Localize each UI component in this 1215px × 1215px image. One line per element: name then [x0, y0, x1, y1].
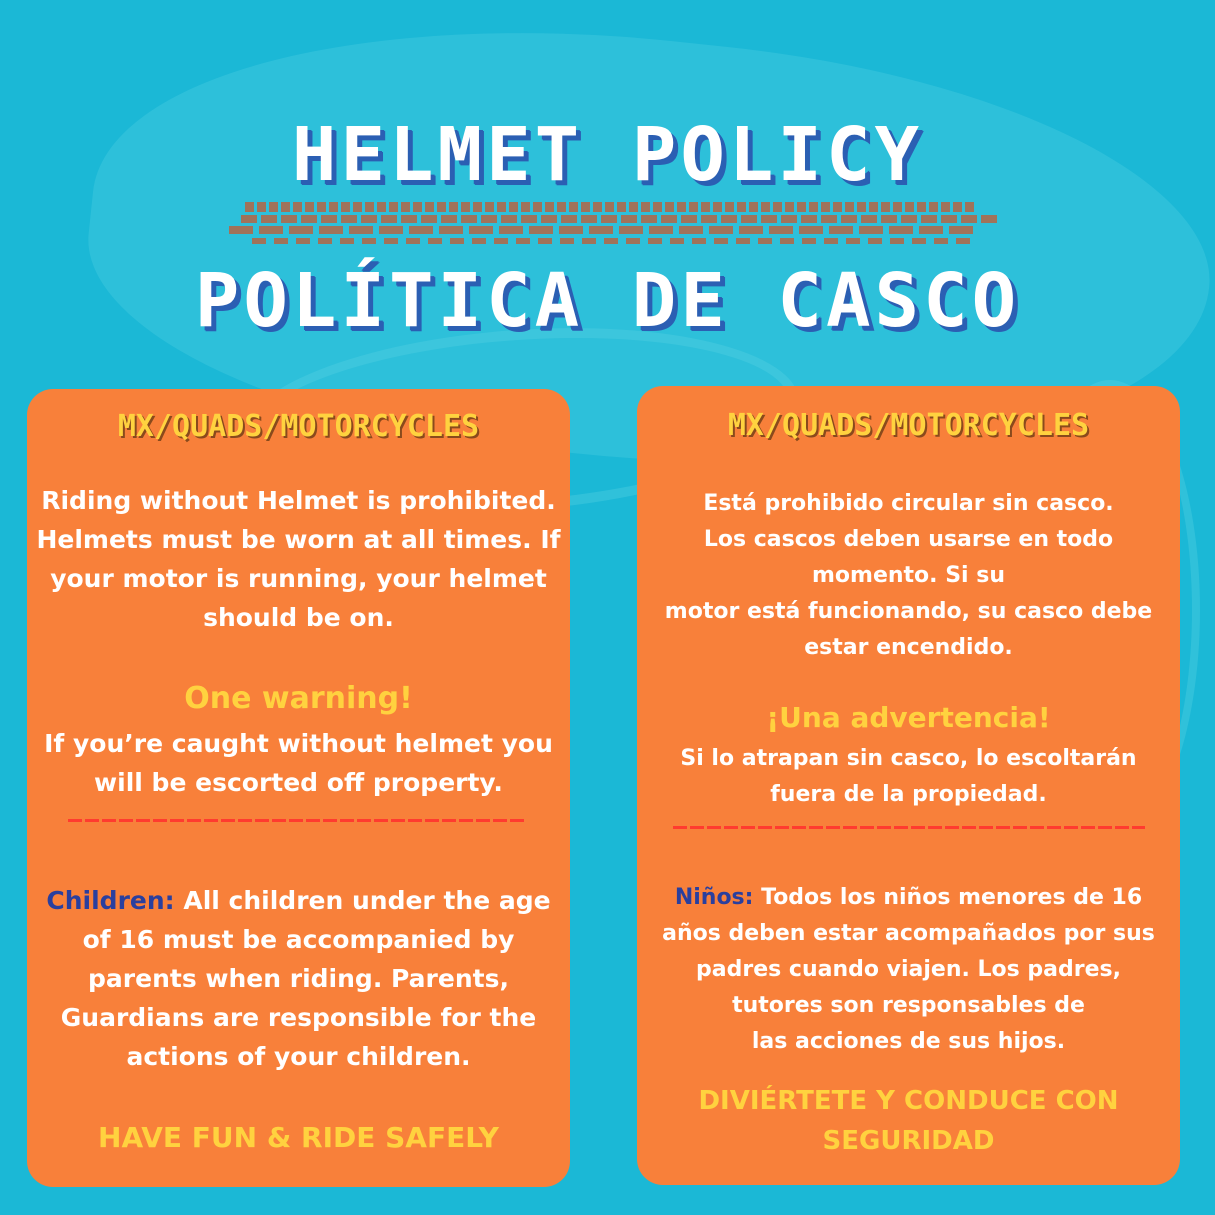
text-line: tutores son responsables de	[732, 993, 1085, 1018]
tread-block	[301, 215, 317, 223]
tread-block	[437, 202, 446, 212]
tread-block	[401, 202, 410, 212]
tread-block	[921, 215, 937, 223]
tread-block	[709, 226, 733, 234]
tread-block	[560, 238, 574, 244]
tread-block	[365, 202, 374, 212]
tread-block	[857, 202, 866, 212]
tread-block	[739, 226, 763, 234]
tread-block	[274, 238, 288, 244]
text-line: Si lo atrapan sin casco, lo escoltarán	[680, 746, 1137, 771]
tread-block	[679, 226, 703, 234]
tread-block	[701, 202, 710, 212]
text-line: Los cascos deben usarse en todo	[703, 527, 1114, 552]
text-line	[33, 881, 564, 920]
tread-block	[859, 226, 883, 234]
tread-block	[259, 226, 283, 234]
tread-block	[917, 202, 926, 212]
tread-block	[379, 226, 403, 234]
tread-block	[701, 215, 717, 223]
tread-block	[252, 238, 266, 244]
tread-block	[677, 202, 686, 212]
tread-block	[648, 238, 662, 244]
tread-block	[561, 215, 577, 223]
tread-block	[481, 215, 497, 223]
tread-block	[593, 202, 602, 212]
tread-block	[773, 202, 782, 212]
tread-block	[581, 202, 590, 212]
text-line: Está prohibido circular sin casco.	[703, 491, 1114, 516]
tread-block	[665, 202, 674, 212]
tread-block	[413, 202, 422, 212]
tread-block	[846, 238, 860, 244]
tread-block	[912, 238, 926, 244]
tread-block	[761, 215, 777, 223]
text-line: parents when riding. Parents,	[88, 964, 509, 993]
text-line	[643, 880, 1174, 916]
tread-block	[681, 215, 697, 223]
tread-block	[929, 202, 938, 212]
text-fragment: Todos los niños menores de 16	[753, 885, 1143, 910]
text-line: motor está funcionando, su casco debe	[664, 599, 1153, 624]
tread-block	[905, 202, 914, 212]
tread-block	[941, 202, 950, 212]
warning-title: One warning!	[184, 681, 413, 716]
tread-block	[428, 238, 442, 244]
tread-block	[441, 215, 457, 223]
tread-block	[261, 215, 277, 223]
text-line: momento. Si su	[812, 563, 1005, 588]
tread-block	[557, 202, 566, 212]
tread-block	[329, 202, 338, 212]
children-rule-text	[27, 881, 570, 1076]
title-spanish: POLÍTICA DE CASCO	[194, 258, 1021, 344]
tread-block	[949, 226, 973, 234]
card-header: MX/QUADS/MOTORCYCLES	[117, 409, 480, 444]
tread-block	[893, 202, 902, 212]
tread-block	[559, 226, 583, 234]
text-line: las acciones de sus hijos.	[751, 1029, 1066, 1054]
children-label: Children:	[46, 886, 175, 915]
tread-block	[901, 215, 917, 223]
tread-block	[439, 226, 463, 234]
tread-block	[384, 238, 398, 244]
tread-block	[861, 215, 877, 223]
tread-block	[797, 202, 806, 212]
tread-block	[713, 202, 722, 212]
tread-block	[692, 238, 706, 244]
tread-block	[661, 215, 677, 223]
tread-block	[353, 202, 362, 212]
policy-card-english	[27, 389, 570, 1187]
tread-block	[409, 226, 433, 234]
tread-block	[601, 215, 617, 223]
tread-block	[473, 202, 482, 212]
tread-block	[362, 238, 376, 244]
tread-block	[881, 202, 890, 212]
warning-text	[637, 741, 1180, 813]
text-line: estar encendido.	[804, 635, 1013, 660]
tread-block	[829, 226, 853, 234]
tread-block	[785, 202, 794, 212]
tread-block	[868, 238, 882, 244]
tread-block	[833, 202, 842, 212]
tread-block	[229, 226, 253, 234]
text-line: your motor is running, your helmet	[50, 564, 547, 593]
tread-block	[617, 202, 626, 212]
tread-block	[469, 226, 493, 234]
text-line: padres cuando viajen. Los padres,	[696, 957, 1121, 982]
tread-block	[869, 202, 878, 212]
warning-text	[27, 724, 570, 802]
tread-block	[953, 202, 962, 212]
tread-block	[381, 215, 397, 223]
tread-block	[341, 215, 357, 223]
tread-block	[521, 202, 530, 212]
tread-block	[619, 226, 643, 234]
tread-block	[269, 202, 278, 212]
tread-block	[289, 226, 313, 234]
text-line: will be escorted off property.	[94, 768, 503, 797]
tread-block	[605, 202, 614, 212]
children-rule-text	[637, 880, 1180, 1060]
tread-block	[956, 238, 970, 244]
tread-block	[670, 238, 684, 244]
children-label: Niños:	[674, 885, 754, 910]
text-line: actions of your children.	[126, 1042, 471, 1071]
tread-block	[541, 215, 557, 223]
warning-title: ¡Una advertencia!	[766, 701, 1051, 734]
tread-block	[845, 202, 854, 212]
policy-card-spanish	[637, 386, 1180, 1185]
tread-block	[689, 202, 698, 212]
tread-block	[461, 215, 477, 223]
tread-block	[721, 215, 737, 223]
tread-block	[538, 238, 552, 244]
tread-block	[449, 202, 458, 212]
tread-block	[321, 215, 337, 223]
tread-block	[257, 202, 266, 212]
tread-block	[761, 202, 770, 212]
tread-block	[961, 215, 977, 223]
tread-block	[965, 202, 974, 212]
tread-block	[758, 238, 772, 244]
tread-block	[389, 202, 398, 212]
helmet-rule-text	[27, 481, 570, 637]
tread-block	[497, 202, 506, 212]
tread-block	[349, 226, 373, 234]
tread-block	[621, 215, 637, 223]
helmet-rule-text	[637, 486, 1180, 666]
text-line: Riding without Helmet is prohibited.	[41, 486, 556, 515]
tread-block	[245, 202, 254, 212]
tread-block	[769, 226, 793, 234]
tread-block	[545, 202, 554, 212]
tread-block	[341, 202, 350, 212]
tread-block	[317, 202, 326, 212]
tread-block	[802, 238, 816, 244]
tread-block	[377, 202, 386, 212]
tread-block	[516, 238, 530, 244]
tread-block	[714, 238, 728, 244]
tread-block	[629, 202, 638, 212]
tread-block	[821, 215, 837, 223]
tread-block	[401, 215, 417, 223]
tread-block	[305, 202, 314, 212]
tread-block	[425, 202, 434, 212]
text-line: DIVIÉRTETE Y CONDUCE CON	[698, 1086, 1119, 1116]
tread-block	[736, 238, 750, 244]
tread-block	[406, 238, 420, 244]
tread-block	[533, 202, 542, 212]
tread-block	[529, 226, 553, 234]
tread-block	[824, 238, 838, 244]
tread-block	[821, 202, 830, 212]
text-line: SEGURIDAD	[822, 1126, 995, 1156]
tread-block	[472, 238, 486, 244]
tread-block	[494, 238, 508, 244]
tread-block	[461, 202, 470, 212]
tread-block	[890, 238, 904, 244]
tread-block	[780, 238, 794, 244]
tread-block	[841, 215, 857, 223]
tread-block	[581, 215, 597, 223]
text-line: If you’re caught without helmet you	[44, 729, 553, 758]
tread-block	[485, 202, 494, 212]
tread-block	[801, 215, 817, 223]
tread-block	[799, 226, 823, 234]
tread-block	[589, 226, 613, 234]
title-english: HELMET POLICY	[291, 112, 924, 198]
text-line: años deben estar acompañados por sus	[662, 921, 1155, 946]
text-line: should be on.	[203, 603, 394, 632]
tread-block	[737, 202, 746, 212]
tread-block	[626, 238, 640, 244]
tread-block	[749, 202, 758, 212]
tread-block	[296, 238, 310, 244]
tread-block	[725, 202, 734, 212]
card-header: MX/QUADS/MOTORCYCLES	[727, 408, 1090, 443]
tread-block	[318, 238, 332, 244]
tread-block	[881, 215, 897, 223]
tread-block	[741, 215, 757, 223]
closing-slogan: HAVE FUN & RIDE SAFELY	[98, 1121, 499, 1154]
tread-block	[582, 238, 596, 244]
tread-block	[450, 238, 464, 244]
tread-block	[319, 226, 343, 234]
tread-block	[501, 215, 517, 223]
tread-block	[241, 215, 257, 223]
text-line: fuera de la propiedad.	[770, 782, 1047, 807]
tread-block	[649, 226, 673, 234]
tread-block	[781, 215, 797, 223]
tread-block	[934, 238, 948, 244]
tread-block	[604, 238, 618, 244]
text-fragment: All children under the age	[174, 886, 551, 915]
tire-track-icon	[225, 198, 1005, 248]
tread-block	[919, 226, 943, 234]
tread-block	[361, 215, 377, 223]
tread-block	[653, 202, 662, 212]
tread-block	[641, 215, 657, 223]
tread-block	[521, 215, 537, 223]
tread-block	[281, 202, 290, 212]
divider-dashed	[673, 826, 1145, 829]
tread-block	[981, 215, 997, 223]
text-line: Guardians are responsible for the	[60, 1003, 537, 1032]
divider-dashed	[68, 819, 524, 822]
text-line: Helmets must be worn at all times. If	[36, 525, 561, 554]
closing-slogan	[637, 1081, 1180, 1161]
tread-block	[941, 215, 957, 223]
tread-block	[509, 202, 518, 212]
tread-block	[641, 202, 650, 212]
tread-block	[340, 238, 354, 244]
tread-block	[889, 226, 913, 234]
tread-block	[293, 202, 302, 212]
tread-block	[421, 215, 437, 223]
tread-block	[809, 202, 818, 212]
tread-block	[281, 215, 297, 223]
text-line: of 16 must be accompanied by	[82, 925, 515, 954]
tread-block	[569, 202, 578, 212]
tread-block	[499, 226, 523, 234]
